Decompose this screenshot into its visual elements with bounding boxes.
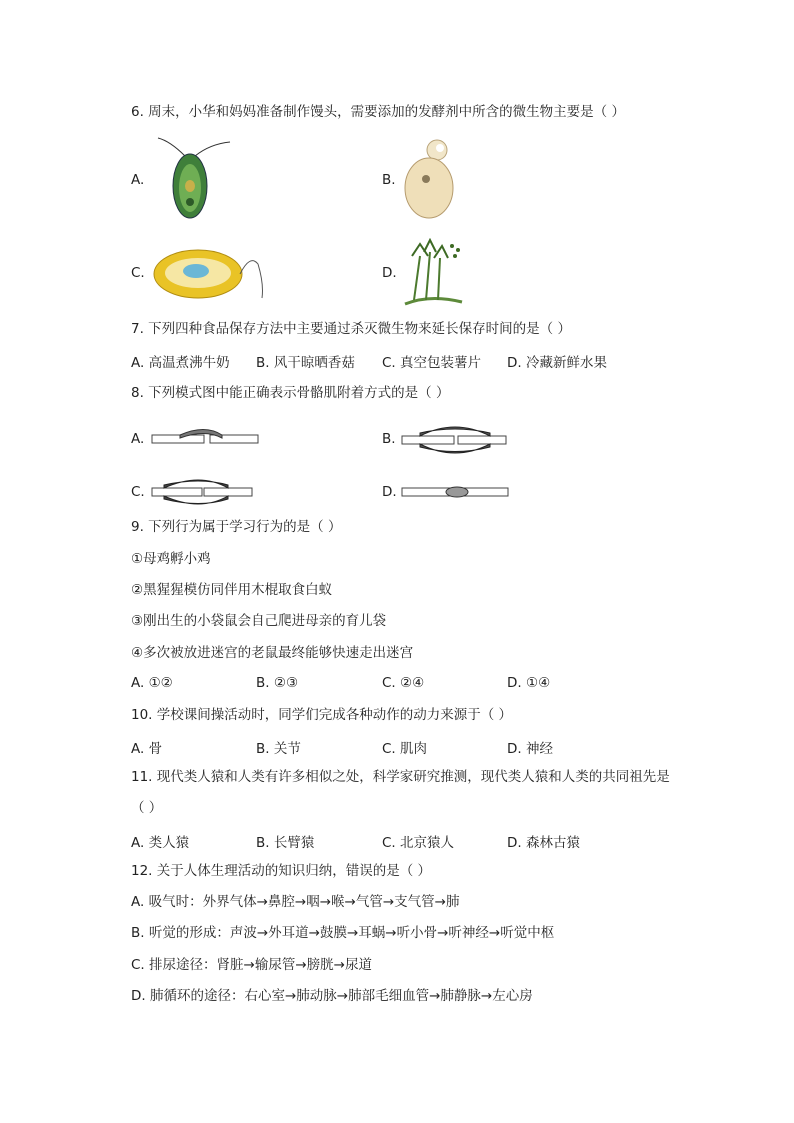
q9-option-a[interactable]: A. ①② xyxy=(131,675,173,691)
question-8-stem: 8. 下列模式图中能正确表示骨骼肌附着方式的是（ ） xyxy=(131,385,450,401)
yeast-figure xyxy=(400,136,460,222)
q9-option-d[interactable]: D. ①④ xyxy=(507,675,551,691)
q9-option-c[interactable]: C. ②④ xyxy=(382,675,425,691)
q10-option-a[interactable]: A. 骨 xyxy=(131,741,163,757)
q12-option-d[interactable]: D. 肺循环的途径：右心室→肺动脉→肺部毛细血管→肺静脉→左心房 xyxy=(131,988,533,1004)
q9-item-1: ①母鸡孵小鸡 xyxy=(131,551,211,567)
question-11-stem: 11. 现代类人猿和人类有许多相似之处，科学家研究推测，现代类人猿和人类的共同祖先是 xyxy=(131,769,670,785)
q8-option-b-label[interactable]: B. xyxy=(382,431,396,447)
q9-item-2: ②黑猩猩模仿同伴用木棍取食白蚁 xyxy=(131,582,333,598)
q8-option-a-label[interactable]: A. xyxy=(131,431,145,447)
bone-muscle-figure-a xyxy=(150,424,260,454)
bone-muscle-figure-c xyxy=(150,474,254,510)
q10-option-d[interactable]: D. 神经 xyxy=(507,741,553,757)
q6-option-a-label[interactable]: A. xyxy=(131,172,145,188)
q11-option-c[interactable]: C. 北京猿人 xyxy=(382,835,455,851)
question-11-blank: （ ） xyxy=(131,800,163,816)
q11-option-b[interactable]: B. 长臂猿 xyxy=(256,835,315,851)
mold-figure xyxy=(400,238,470,308)
q7-option-c[interactable]: C. 真空包装薯片 xyxy=(382,355,482,371)
q7-option-a[interactable]: A. 高温煮沸牛奶 xyxy=(131,355,230,371)
q9-item-3: ③刚出生的小袋鼠会自己爬进母亲的育儿袋 xyxy=(131,613,387,629)
q7-option-d[interactable]: D. 冷藏新鲜水果 xyxy=(507,355,607,371)
q11-option-a[interactable]: A. 类人猿 xyxy=(131,835,190,851)
question-9-stem: 9. 下列行为属于学习行为的是（ ） xyxy=(131,519,342,535)
question-6-stem: 6. 周末，小华和妈妈准备制作馒头，需要添加的发酵剂中所含的微生物主要是（ ） xyxy=(131,104,625,120)
q6-option-c-label[interactable]: C. xyxy=(131,265,145,281)
q10-option-b[interactable]: B. 关节 xyxy=(256,741,301,757)
q8-option-c-label[interactable]: C. xyxy=(131,484,145,500)
q11-option-d[interactable]: D. 森林古猿 xyxy=(507,835,580,851)
q8-option-d-label[interactable]: D. xyxy=(382,484,397,500)
bone-muscle-figure-d xyxy=(400,480,510,504)
bone-muscle-figure-b xyxy=(400,420,508,460)
euglena-figure xyxy=(150,136,232,222)
q12-option-b[interactable]: B. 听觉的形成：声波→外耳道→鼓膜→耳蜗→听小骨→听神经→听觉中枢 xyxy=(131,925,555,941)
q12-option-a[interactable]: A. 吸气时：外界气体→鼻腔→咽→喉→气管→支气管→肺 xyxy=(131,894,460,910)
question-7-stem: 7. 下列四种食品保存方法中主要通过杀灭微生物来延长保存时间的是（ ） xyxy=(131,321,571,337)
q10-option-c[interactable]: C. 肌肉 xyxy=(382,741,428,757)
q6-option-d-label[interactable]: D. xyxy=(382,265,397,281)
question-10-stem: 10. 学校课间操活动时，同学们完成各种动作的动力来源于（ ） xyxy=(131,707,513,723)
q9-option-b[interactable]: B. ②③ xyxy=(256,675,299,691)
q12-option-c[interactable]: C. 排尿途径：肾脏→输尿管→膀胱→尿道 xyxy=(131,957,372,973)
q7-option-b[interactable]: B. 风干晾晒香菇 xyxy=(256,355,355,371)
bacterium-figure xyxy=(150,244,266,302)
q6-option-b-label[interactable]: B. xyxy=(382,172,396,188)
q9-item-4: ④多次被放进迷宫的老鼠最终能够快速走出迷宫 xyxy=(131,645,414,661)
question-12-stem: 12. 关于人体生理活动的知识归纳，错误的是（ ） xyxy=(131,863,432,879)
